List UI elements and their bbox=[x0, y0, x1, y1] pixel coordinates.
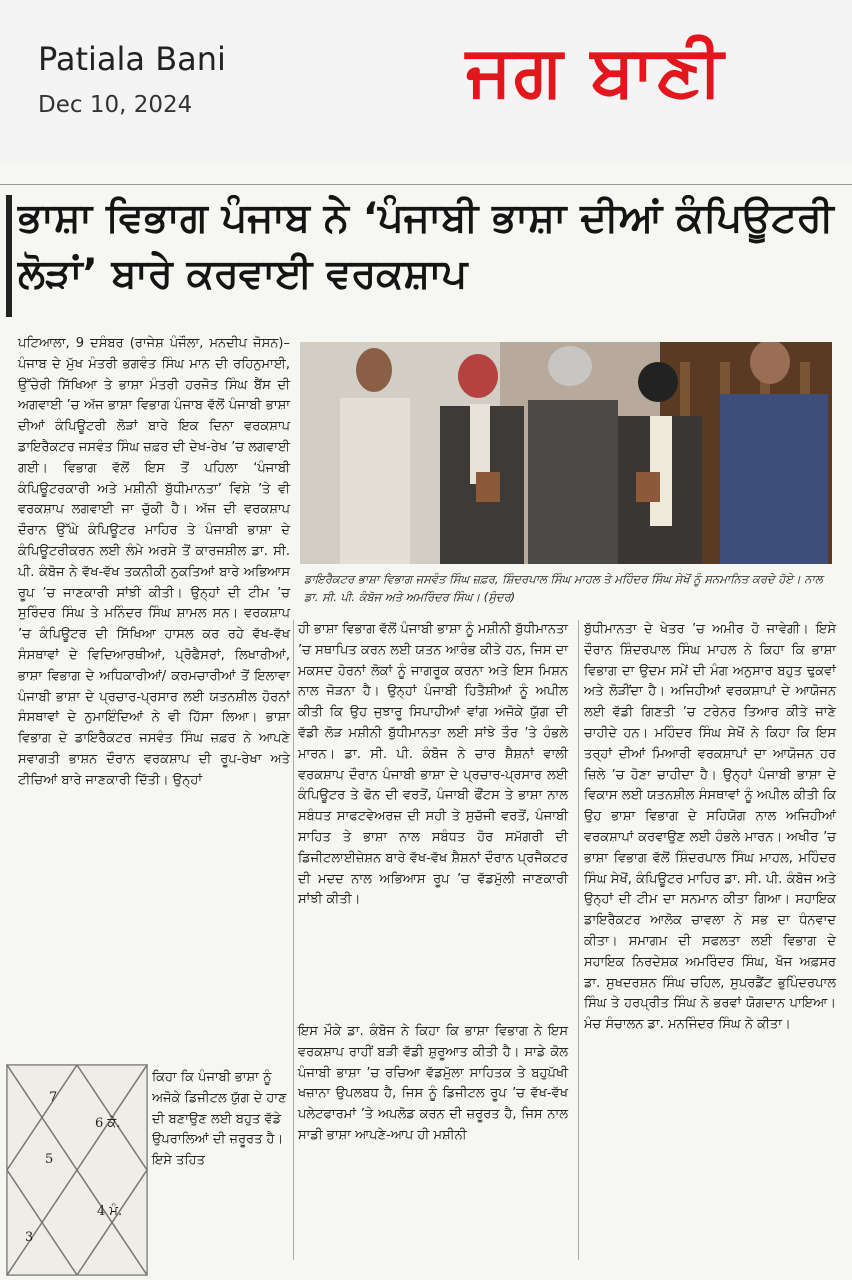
chart-label-5: 5 bbox=[45, 1152, 54, 1167]
site-name: Patiala Bani bbox=[38, 40, 226, 78]
article-column-3: ਬੁੱਧੀਮਾਨਤਾ ਦੇ ਖੇਤਰ ’ਚ ਅਮੀਰ ਹੋ ਜਾਵੇਗੀ। ਇਸੇ ਦੌਰਾਨ ਸ਼ਿੰਦਰਪਾਲ ਸਿੰਘ ਮਾਹਲ ਨੇ ਕਿਹਾ ਕਿ ਭਾਸ਼ਾ ਵਿਭਾਗ ਦਾ ਉਦਮ ਸਮੇਂ ਦੀ ਮੰਗ ਅਨੁਸਾਰ ਬਹੁਤ ਢੁਕਵਾਂ ਅਤੇ ਲੋੜੀਂਦਾ ਹੈ। ਅਜਿਹੀਆਂ ਵਰਕਸ਼ਾਪਾਂ ਦੇ ਆਯੋਜਨ ਲਈ ਵੱਡੀ ਗਿਣਤੀ ’ਚ ਟਰੇਨਰ ਤਿਆਰ ਕੀਤੇ ਜਾਣੇ ਚਾਹੀਦੇ ਹਨ। ਮਹਿੰਦਰ ਸਿੰਘ ਸੇਖੋਂ ਨੇ ਕਿਹਾ ਕਿ ਇਸ ਤਰ੍ਹਾਂ ਦੀਆਂ ਮਿਆਰੀ ਵਰਕਸ਼ਾਪਾਂ ਦਾ ਆਯੋਜਨ ਹਰ ਜ਼ਿਲੇ ’ਚ ਹੋਣਾ ਚਾਹੀਦਾ ਹੈ। ਉਨ੍ਹਾਂ ਪੰਜਾਬੀ ਭਾਸ਼ਾ ਦੇ ਵਿਕਾਸ ਲਈ ਯਤਨਸ਼ੀਲ ਸੰਸਥਾਵਾਂ ਨੂੰ ਅਪੀਲ ਕੀਤੀ ਕਿ ਉਹ ਭਾਸ਼ਾ ਵਿਭਾਗ ਦੇ ਸਹਿਯੋਗ ਨਾਲ ਅਜਿਹੀਆਂ ਵਰਕਸ਼ਾਪਾਂ ਕਰਵਾਉਣ ਲਈ ਹੰਭਲੇ ਮਾਰਨ। ਅਖੀਰ ’ਚ ਭਾਸ਼ਾ ਵਿਭਾਗ ਵੱਲੋਂ ਸ਼ਿੰਦਰਪਾਲ ਸਿੰਘ ਮਾਹਲ, ਮਹਿੰਦਰ ਸਿੰਘ ਸੇਖੋਂ, ਕੰਪਿਊਟਰ ਮਾਹਿਰ ਡਾ. ਸੀ. ਪੀ. ਕੰਬੋਜ ਅਤੇ ਉਨ੍ਹਾਂ ਦੀ ਟੀਮ ਦਾ ਸਨਮਾਨ ਕੀਤਾ ਗਿਆ। ਸਹਾਇਕ ਡਾਇਰੈਕਟਰ ਆਲੋਕ ਚਾਵਲਾ ਨੇ ਸਭ ਦਾ ਧੰਨਵਾਦ ਕੀਤਾ। ਸਮਾਗਮ ਦੀ ਸਫਲਤਾ ਲਈ ਵਿਭਾਗ ਦੇ ਸਹਾਇਕ ਨਿਰਦੇਸ਼ਕ ਅਮਰਿੰਦਰ ਸਿੰਘ, ਖੋਜ ਅਫ਼ਸਰ ਡਾ. ਸੁਖਦਰਸ਼ਨ ਸਿੰਘ ਚਹਿਲ, ਸੁਪਰਡੈਂਟ ਭੁਪਿੰਦਰਪਾਲ ਸਿੰਘ ਤੇ ਹਰਪ੍ਰੀਤ ਸਿੰਘ ਨੇ ਭਰਵਾਂ ਯੋਗਦਾਨ ਪਾਇਆ। ਮੰਚ ਸੰਚਾਲਨ ਡਾ. ਮਨਜਿੰਦਰ ਸਿੰਘ ਨੇ ਕੀਤਾ। bbox=[584, 622, 836, 1033]
photo-illustration bbox=[300, 342, 832, 564]
clip-header bbox=[0, 0, 852, 163]
article-column-1: ਪਟਿਆਲਾ, 9 ਦਸੰਬਰ (ਰਾਜੇਸ਼ ਪੰਜੌਲਾ, ਮਨਦੀਪ ਜੋਸਨ)– ਪੰਜਾਬ ਦੇ ਮੁੱਖ ਮੰਤਰੀ ਭਗਵੰਤ ਸਿੰਘ ਮਾਨ ਦੀ ਰਹਿਨੁਮਾਈ, ਉੱਚੇਰੀ ਸਿੱਖਿਆ ਤੇ ਭਾਸ਼ਾ ਮੰਤਰੀ ਹਰਜੋਤ ਸਿੰਘ ਬੈਂਸ ਦੀ ਅਗਵਾਈ ’ਚ ਅੱਜ ਭਾਸ਼ਾ ਵਿਭਾਗ ਪੰਜਾਬ ਵੱਲੋਂ ਪੰਜਾਬੀ ਭਾਸ਼ਾ ਦੀਆਂ ਕੰਪਿਊਟਰੀ ਲੋੜਾਂ ਬਾਰੇ ਇਕ ਦਿਨਾ ਵਰਕਸ਼ਾਪ ਡਾਇਰੈਕਟਰ ਜਸਵੰਤ ਸਿੰਘ ਜ਼ਫ਼ਰ ਦੀ ਦੇਖ-ਰੇਖ ’ਚ ਲਗਵਾਈ ਗਈ। ਵਿਭਾਗ ਵੱਲੋਂ ਇਸ ਤੋਂ ਪਹਿਲਾ ‘ਪੰਜਾਬੀ ਕੰਪਿਊਟਰਕਾਰੀ ਅਤੇ ਮਸ਼ੀਨੀ ਬੁੱਧੀਮਾਨਤਾ’ ਵਿਸ਼ੇ ’ਤੇ ਵੀ ਵਰਕਸ਼ਾਪ ਲਗਵਾਈ ਜਾ ਚੁੱਕੀ ਹੈ। ਅੱਜ ਦੀ ਵਰਕਸ਼ਾਪ ਦੌਰਾਨ ਉੱਘੇ ਕੰਪਿਊਟਰ ਮਾਹਿਰ ਤੇ ਪੰਜਾਬੀ ਭਾਸ਼ਾ ਦੇ ਕੰਪਿਊਟਰੀਕਰਨ ਲਈ ਲੰਮੇ ਅਰਸੇ ਤੋਂ ਕਾਰਜਸ਼ੀਲ ਡਾ. ਸੀ. ਪੀ. ਕੰਬੋਜ ਨੇ ਵੱਖ-ਵੱਖ ਤਕਨੀਕੀ ਨੁਕਤਿਆਂ ਬਾਰੇ ਅਭਿਆਸ ਰੂਪ ’ਚ ਜਾਣਕਾਰੀ ਸਾਂਝੀ ਕੀਤੀ। ਉਨ੍ਹਾਂ ਦੀ ਟੀਮ ’ਚ ਸੁਰਿੰਦਰ ਸਿੰਘ ਤੇ ਮਨਿੰਦਰ ਸਿੰਘ ਸ਼ਾਮਲ ਸਨ। ਵਰਕਸ਼ਾਪ ’ਚ ਕੰਪਿਊਟਰ ਦੀ ਸਿੱਖਿਆ ਹਾਸਲ ਕਰ ਰਹੇ ਵੱਖ-ਵੱਖ ਸੰਸਥਾਵਾਂ ਦੇ ਵਿਦਿਆਰਥੀਆਂ, ਪ੍ਰੋਫੈਸਰਾਂ, ਲਿਖਾਰੀਆਂ, ਭਾਸ਼ਾ ਵਿਭਾਗ ਦੇ ਅਧਿਕਾਰੀਆਂ/ ਕਰਮਚਾਰੀਆਂ ਤੋਂ ਇਲਾਵਾ ਪੰਜਾਬੀ ਭਾਸ਼ਾ ਦੇ ਪ੍ਰਚਾਰ-ਪ੍ਰਸਾਰ ਲਈ ਯਤਨਸ਼ੀਲ ਹੋਰਨਾਂ ਸੰਸਥਾਵਾਂ ਦੇ ਨੁਮਾਇੰਦਿਆਂ ਨੇ ਵੀ ਹਿੱਸਾ ਲਿਆ। ਭਾਸ਼ਾ ਵਿਭਾਗ ਦੇ ਡਾਇਰੈਕਟਰ ਜਸਵੰਤ ਸਿੰਘ ਜ਼ਫ਼ਰ ਨੇ ਆਪਣੇ ਸਵਾਗਤੀ ਭਾਸ਼ਨ ਦੌਰਾਨ ਵਰਕਸ਼ਾਪ ਦੀ ਰੂਪ-ਰੇਖਾ ਅਤੇ ਟੀਚਿਆਂ ਬਾਰੇ ਜਾਣਕਾਰੀ ਦਿੱਤੀ। ਉਨ੍ਹਾਂ bbox=[18, 336, 290, 788]
chart-label-3: 3 bbox=[25, 1230, 34, 1245]
column-divider-1 bbox=[293, 620, 294, 1260]
article-column-2: ਹੀ ਭਾਸ਼ਾ ਵਿਭਾਗ ਵੱਲੋਂ ਪੰਜਾਬੀ ਭਾਸ਼ਾ ਨੂੰ ਮਸ਼ੀਨੀ ਬੁੱਧੀਮਾਨਤਾ ’ਚ ਸਥਾਪਿਤ ਕਰਨ ਲਈ ਯਤਨ ਆਰੰਭ ਕੀਤੇ ਹਨ, ਜਿਸ ਦਾ ਮਕਸਦ ਹੋਰਨਾਂ ਲੋਕਾਂ ਨੂੰ ਜਾਗਰੂਕ ਕਰਨਾ ਅਤੇ ਇਸ ਮਿਸ਼ਨ ਨਾਲ ਜੋੜਨਾ ਹੈ। ਉਨ੍ਹਾਂ ਪੰਜਾਬੀ ਹਿਤੈਸ਼ੀਆਂ ਨੂੰ ਅਪੀਲ ਕੀਤੀ ਕਿ ਉਹ ਜੁਝਾਰੂ ਸਿਪਾਹੀਆਂ ਵਾਂਗ ਅਜੋਕੇ ਯੁੱਗ ਦੀ ਵੱਡੀ ਲੋੜ ਮਸ਼ੀਨੀ ਬੁੱਧੀਮਾਨਤਾ ਲਈ ਸਾਂਝੇ ਤੌਰ ’ਤੇ ਹੰਭਲੇ ਮਾਰਨ। ਡਾ. ਸੀ. ਪੀ. ਕੰਬੋਜ ਨੇ ਚਾਰ ਸ਼ੈਸ਼ਨਾਂ ਵਾਲੀ ਵਰਕਸ਼ਾਪ ਦੌਰਾਨ ਪੰਜਾਬੀ ਭਾਸ਼ਾ ਦੇ ਪ੍ਰਚਾਰ-ਪ੍ਰਸਾਰ ਲਈ ਕੰਪਿਊਟਰ ਤੇ ਫੋਨ ਦੀ ਵਰਤੋਂ, ਪੰਜਾਬੀ ਫੌਂਟਸ ਤੇ ਭਾਸ਼ਾ ਨਾਲ ਸਬੰਧਤ ਸਾਫਟਵੇਅਰਜ਼ ਦੀ ਸਹੀ ਤੇ ਸੁਚੱਜੀ ਵਰਤੋਂ, ਪੰਜਾਬੀ ਸਾਹਿਤ ਤੇ ਭਾਸ਼ਾ ਨਾਲ ਸਬੰਧਤ ਹੋਰ ਸਮੱਗਰੀ ਦੀ ਡਿਜੀਟਲਾਈਜ਼ੇਸ਼ਨ ਬਾਰੇ ਵੱਖ-ਵੱਖ ਸ਼ੈਸ਼ਨਾਂ ਦੌਰਾਨ ਪ੍ਰਜੈਕਟਰ ਦੀ ਮਦਦ ਨਾਲ ਅਭਿਆਸ ਰੂਪ ’ਚ ਵੱਡਮੁੱਲੀ ਜਾਣਕਾਰੀ ਸਾਂਝੀ ਕੀਤੀ। bbox=[298, 622, 568, 908]
article-column-2b: ਇਸ ਮੌਕੇ ਡਾ. ਕੰਬੋਜ ਨੇ ਕਿਹਾ ਕਿ ਭਾਸ਼ਾ ਵਿਭਾਗ ਨੇ ਇਸ ਵਰਕਸ਼ਾਪ ਰਾਹੀਂ ਬੜੀ ਵੱਡੀ ਸ਼ੁਰੂਆਤ ਕੀਤੀ ਹੈ। ਸਾਡੇ ਕੋਲ ਪੰਜਾਬੀ ਭਾਸ਼ਾ ’ਚ ਰਚਿਆ ਵੱਡਮੁੱਲਾ ਸਾਹਿਤਕ ਤੇ ਬਹੁਪੱਖੀ ਖਜ਼ਾਨਾ ਉਪਲਬਧ ਹੈ, ਜਿਸ ਨੂੰ ਡਿਜੀਟਲ ਰੂਪ ’ਚ ਵੱਖ-ਵੱਖ ਪਲੇਟਫਾਰਮਾਂ ’ਤੇ ਅਪਲੋਡ ਕਰਨ ਦੀ ਜ਼ਰੂਰਤ ਹੈ, ਜਿਸ ਨਾਲ ਸਾਡੀ ਭਾਸ਼ਾ ਆਪਣੇ-ਆਪ ਹੀ ਮਸ਼ੀਨੀ bbox=[298, 1024, 568, 1143]
newspaper-logo: ਜਗ ਬਾਣੀ bbox=[466, 30, 726, 112]
article-column-1b: ਕਿਹਾ ਕਿ ਪੰਜਾਬੀ ਭਾਸ਼ਾ ਨੂੰ ਅਜੋਕੇ ਡਿਜੀਟਲ ਯੁੱਗ ਦੇ ਹਾਣ ਦੀ ਬਣਾਉਣ ਲਈ ਬਹੁਤ ਵੱਡੇ ਉਪਰਾਲਿਆਂ ਦੀ ਜ਼ਰੂਰਤ ਹੈ। ਇਸੇ ਤਹਿਤ bbox=[152, 1070, 287, 1169]
astrology-chart-box bbox=[6, 1064, 148, 1276]
chart-label-4: 4 ਮੰ. bbox=[97, 1204, 123, 1219]
article-photo bbox=[300, 342, 832, 564]
headline-bar bbox=[6, 195, 12, 317]
chart-label-7: 7 bbox=[49, 1090, 58, 1105]
chart-label-6: 6 ਕੇ. bbox=[95, 1116, 121, 1131]
publication-date: Dec 10, 2024 bbox=[38, 92, 193, 118]
top-rule bbox=[0, 184, 852, 185]
column-divider-2 bbox=[578, 620, 579, 1260]
astrology-chart bbox=[7, 1065, 147, 1275]
article-headline: ਭਾਸ਼ਾ ਵਿਭਾਗ ਪੰਜਾਬ ਨੇ ‘ਪੰਜਾਬੀ ਭਾਸ਼ਾ ਦੀਆਂ ਕੰਪਿਊਟਰੀ ਲੋੜਾਂ’ ਬਾਰੇ ਕਰਵਾਈ ਵਰਕਸ਼ਾਪ bbox=[18, 195, 834, 297]
photo-caption: ਡਾਇਰੈਕਟਰ ਭਾਸ਼ਾ ਵਿਭਾਗ ਜਸਵੰਤ ਸਿੰਘ ਜ਼ਫ਼ਰ, ਸ਼ਿੰਦਰਪਾਲ ਸਿੰਘ ਮਾਹਲ ਤੇ ਮਹਿੰਦਰ ਸਿੰਘ ਸੇਖੋਂ ਨੂੰ ਸਨਮਾਨਿਤ ਕਰਦੇ ਹੋਏ। ਨਾਲ ਡਾ. ਸੀ. ਪੀ. ਕੰਬੋਜ ਅਤੇ ਅਮਰਿੰਦਰ ਸਿੰਘ। (ਸੁੰਦਰ) bbox=[304, 572, 823, 604]
